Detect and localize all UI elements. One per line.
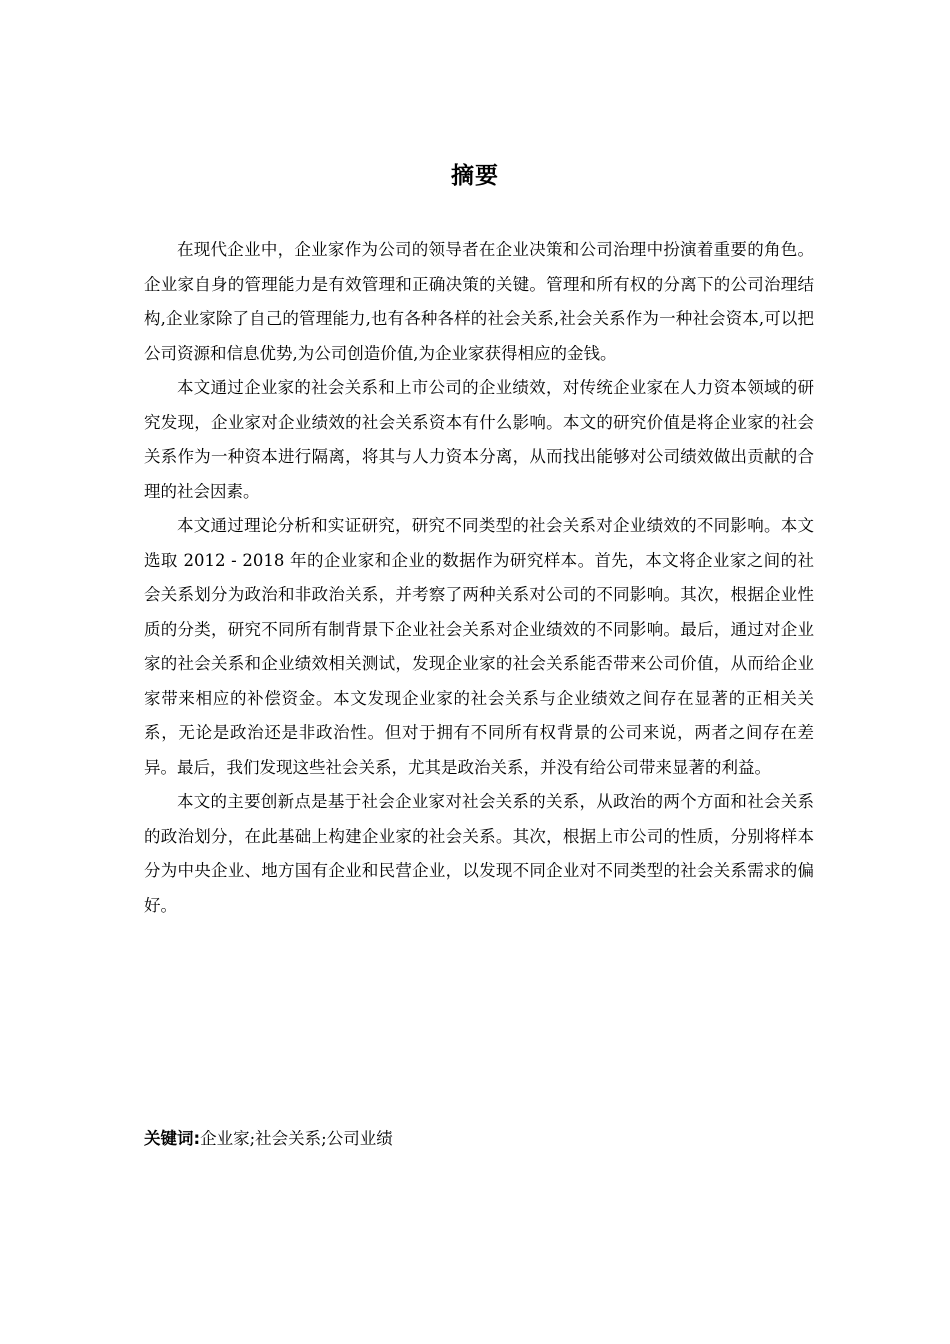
page-title: 摘要 (451, 163, 499, 189)
keywords-label: 关键词: (144, 1129, 201, 1148)
paragraph-4: 本文的主要创新点是基于社会企业家对社会关系的关系，从政治的两个方面和社会关系的政治划分，在此基础上构建企业家的社会关系。其次，根据上市公司的性质，分别将样本分为中央企业、地方国有企业和民营企业，以发现不同企业对不同类型的社会关系需求的偏好。 (144, 792, 814, 915)
keywords-text: 企业家;社会关系;公司业绩 (200, 1129, 393, 1148)
keywords-line (144, 1124, 814, 1154)
paragraph-2: 本文通过企业家的社会关系和上市公司的企业绩效，对传统企业家在人力资本领域的研究发现，企业家对企业绩效的社会关系资本有什么影响。本文的研究价值是将企业家的社会关系作为一种资本进行隔离，将其与人力资本分离，从而找出能够对公司绩效做出贡献的合理的社会因素。 (144, 378, 814, 501)
paragraph-1: 在现代企业中，企业家作为公司的领导者在企业决策和公司治理中扮演着重要的角色。企业家自身的管理能力是有效管理和正确决策的关键。管理和所有权的分离下的公司治理结构,企业家除了自己的管理能力,也有各种各样的社会关系,社会关系作为一种社会资本,可以把公司资源和信息优势,为公司创造价值,为企业家获得相应的金钱。 (144, 240, 814, 363)
abstract-body (144, 233, 814, 923)
paragraph-3: 本文通过理论分析和实证研究，研究不同类型的社会关系对企业绩效的不同影响。本文选取 2012 - 2018 年的企业家和企业的数据作为研究样本。首先，本文将企业家之间的社会关系划分为政治和非政治关系，并考察了两种关系对公司的不同影响。其次，根据企业性质的分类，研究不同所有制背景下企业社会关系对企业绩效的不同影响。最后，通过对企业家的社会关系和企业绩效相关测试，发现企业家的社会关系能否带来公司价值，从而给企业家带来相应的补偿资金。本文发现企业家的社会关系与企业绩效之间存在显著的正相关关系，无论是政治还是非政治性。但对于拥有不同所有权背景的公司来说，两者之间存在差异。最后，我们发现这些社会关系，尤其是政治关系，并没有给公司带来显著的利益。 (144, 516, 814, 777)
